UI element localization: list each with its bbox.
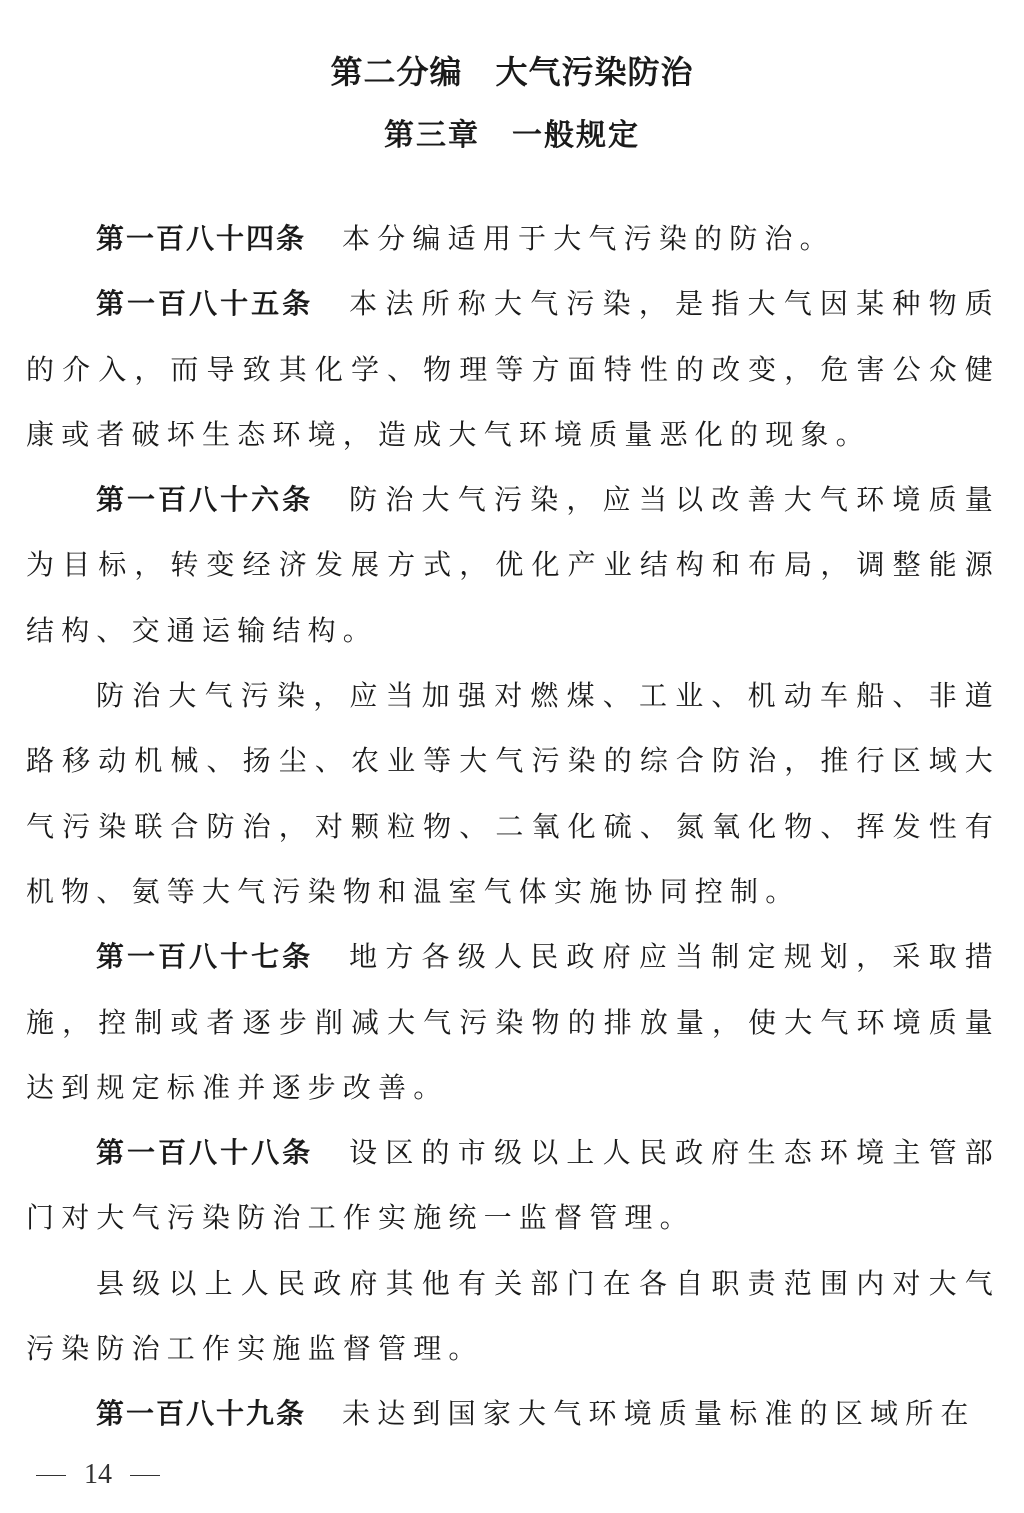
article-paragraph: [26, 1120, 1000, 1251]
article-paragraph: [26, 467, 1000, 663]
page-number: 14: [84, 1459, 112, 1490]
article-text: 地方各级人民政府应当制定规划，采取措施，控制或者逐步削减大气污染物的排放量，使大气环境质量达到规定标准并逐步改善。: [26, 940, 1000, 1104]
article-text: 本分编适用于大气污染的防治。: [342, 222, 835, 255]
article-number: 第一百八十五条: [96, 287, 314, 321]
article-text: 县级以上人民政府其他有关部门在各自职责范围内对大气污染防治工作实施监督管理。: [26, 1266, 1000, 1366]
page-footer: [36, 1455, 160, 1495]
article-paragraph: [26, 924, 1000, 1120]
part-title: 第二分编 大气污染防治: [330, 53, 694, 91]
footer-dash-right: [130, 1475, 160, 1476]
article-number: 第一百八十七条: [96, 940, 314, 974]
article-text: 设区的市级以上人民政府生态环境主管部门对大气污染防治工作实施统一监督管理。: [26, 1136, 1000, 1235]
continuation-paragraph: [26, 663, 1000, 924]
article-paragraph: [26, 1381, 1000, 1446]
article-number: 第一百八十九条: [96, 1397, 307, 1431]
continuation-paragraph: [26, 1251, 1000, 1382]
article-number: 第一百八十六条: [96, 483, 314, 517]
article-text: 未达到国家大气环境质量标准的区域所在: [342, 1397, 976, 1431]
article-number: 第一百八十八条: [96, 1136, 314, 1170]
article-paragraph: [26, 271, 1000, 467]
article-text: 防治大气污染，应当加强对燃煤、工业、机动车船、非道路移动机械、扬尘、农业等大气污染的综合防治，推行区域大气污染联合防治，对颗粒物、二氧化硫、氮氧化物、挥发性有机物、氨等大气污染物和温室气体实施协同控制。: [26, 679, 1000, 908]
article-text: 防治大气污染，应当以改善大气环境质量为目标，转变经济发展方式，优化产业结构和布局，调整能源结构、交通运输结构。: [26, 483, 1000, 647]
footer-dash-left: [36, 1475, 66, 1476]
article-paragraph: [26, 206, 1000, 271]
article-number: 第一百八十四条: [96, 222, 307, 255]
chapter-title: 第三章 一般规定: [384, 118, 640, 153]
body-text: [26, 206, 1000, 1447]
article-text: 本法所称大气污染，是指大气因某种物质的介入，而导致其化学、物理等方面特性的改变，危害公众健康或者破坏生态环境，造成大气环境质量恶化的现象。: [26, 287, 1000, 451]
